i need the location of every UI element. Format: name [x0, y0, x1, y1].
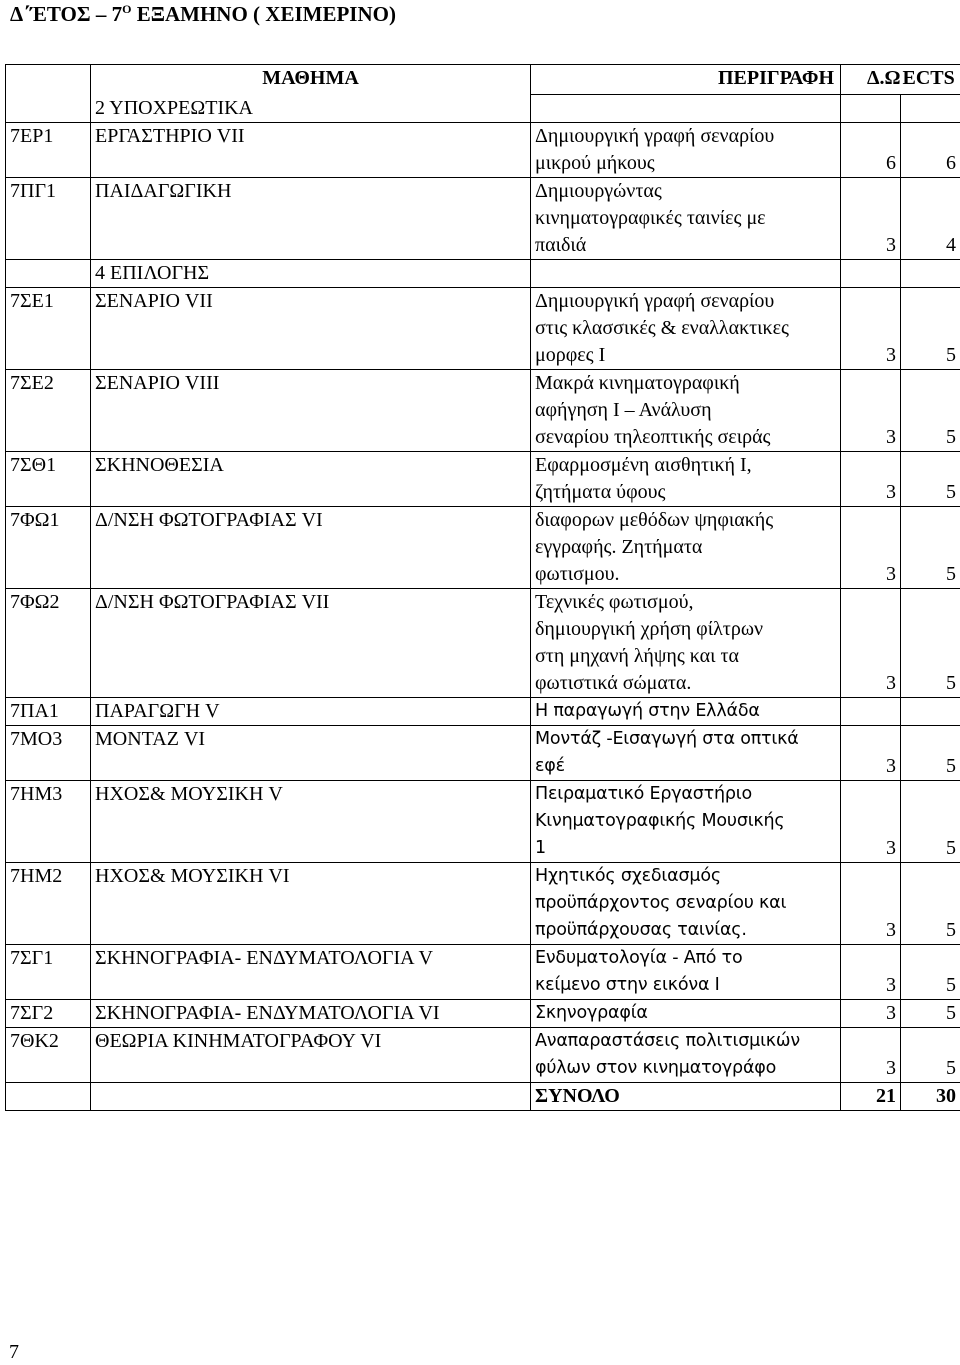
section-required-hours — [841, 95, 901, 123]
header-ects: ECTS — [901, 65, 960, 95]
course-ects: 5 — [901, 945, 960, 1000]
course-hours: 3 — [841, 945, 901, 1000]
course-name: ΣΚΗΝΟΓΡΑΦΙΑ- ΕΝΔΥΜΑΤΟΛΟΓΙΑ V — [91, 945, 531, 1000]
course-ects: 5 — [901, 726, 960, 781]
course-code: 7ΗΜ3 — [6, 781, 91, 863]
course-ects: 5 — [901, 507, 960, 589]
total-name — [91, 1083, 531, 1111]
course-name: ΘΕΩΡΙΑ ΚΙΝΗΜΑΤΟΓΡΑΦΟΥ VI — [91, 1028, 531, 1083]
course-name: ΠΑΙΔΑΓΩΓΙΚΗ — [91, 178, 531, 260]
course-code: 7ΘΚ2 — [6, 1028, 91, 1083]
page-title — [10, 2, 396, 27]
table-row — [6, 370, 960, 452]
total-ects: 30 — [901, 1083, 960, 1111]
course-description: Εφαρμοσμένη αισθητική Ι, ζητήματα ύφους — [531, 452, 841, 507]
course-code: 7ΗΜ2 — [6, 863, 91, 945]
course-code: 7ΣΕ1 — [6, 288, 91, 370]
table-row — [6, 726, 960, 781]
section-required-ects — [901, 95, 960, 123]
course-hours: 3 — [841, 589, 901, 698]
course-name: Δ/ΝΣΗ ΦΩΤΟΓΡΑΦΙΑΣ VII — [91, 589, 531, 698]
course-code: 7ΣΕ2 — [6, 370, 91, 452]
table-row — [6, 589, 960, 698]
course-code: 7ΕΡ1 — [6, 123, 91, 178]
section-elective-label: 4 ΕΠΙΛΟΓΗΣ — [91, 260, 531, 288]
course-hours: 3 — [841, 1000, 901, 1028]
course-hours: 3 — [841, 288, 901, 370]
table-row — [6, 945, 960, 1000]
course-name: ΣΚΗΝΟΘΕΣΙΑ — [91, 452, 531, 507]
section-elective-row — [6, 260, 960, 288]
course-ects: 5 — [901, 589, 960, 698]
section-required-label: 2 ΥΠΟΧΡΕΩΤΙΚΑ — [91, 95, 531, 123]
course-hours: 3 — [841, 452, 901, 507]
course-ects: 6 — [901, 123, 960, 178]
section-elective-ects — [901, 260, 960, 288]
course-description: Η παραγωγή στην Ελλάδα — [531, 698, 841, 726]
course-hours: 3 — [841, 1028, 901, 1083]
header-hours: Δ.Ω — [841, 65, 901, 95]
course-ects — [901, 698, 960, 726]
course-code: 7ΣΘ1 — [6, 452, 91, 507]
course-description: Μακρά κινηματογραφική αφήγηση Ι – Ανάλυση σεναρίου τηλεοπτικής σειράς — [531, 370, 841, 452]
course-description: Σκηνογραφία — [531, 1000, 841, 1028]
course-ects: 5 — [901, 370, 960, 452]
course-description: Ενδυματολογία - Από το κείμενο στην εικόνα Ι — [531, 945, 841, 1000]
table-row — [6, 452, 960, 507]
course-ects: 5 — [901, 1028, 960, 1083]
page-title-prefix: Δ΄ΈΤΟΣ – 7 — [10, 2, 123, 26]
table-row — [6, 1000, 960, 1028]
course-code: 7ΦΩ2 — [6, 589, 91, 698]
course-hours: 3 — [841, 726, 901, 781]
course-name: ΗΧΟΣ& ΜΟΥΣΙΚΗ V — [91, 781, 531, 863]
section-elective-code — [6, 260, 91, 288]
course-description: Τεχνικές φωτισμού, δημιουργική χρήση φίλτρων στη μηχανή λήψης και τα φωτιστικά σώματα. — [531, 589, 841, 698]
header-code-cell — [6, 65, 91, 95]
course-code: 7ΠΑ1 — [6, 698, 91, 726]
course-ects: 5 — [901, 781, 960, 863]
table-row — [6, 863, 960, 945]
course-code: 7ΦΩ1 — [6, 507, 91, 589]
course-name: ΜΟΝΤΑΖ VI — [91, 726, 531, 781]
course-ects: 5 — [901, 288, 960, 370]
course-ects: 5 — [901, 863, 960, 945]
course-hours: 3 — [841, 863, 901, 945]
total-hours: 21 — [841, 1083, 901, 1111]
table-row — [6, 288, 960, 370]
course-name: ΣΕΝΑΡΙΟ VIII — [91, 370, 531, 452]
table-row — [6, 781, 960, 863]
course-description: Δημιουργώντας κινηματογραφικές ταινίες με παιδιά — [531, 178, 841, 260]
course-name: ΣΕΝΑΡΙΟ VII — [91, 288, 531, 370]
course-description: Δημιουργική γραφή σεναρίου στις κλασσικές & εναλλακτικες μορφες Ι — [531, 288, 841, 370]
page-title-suffix: ΕΞΑΜΗΝΟ ( ΧΕΙΜΕΡΙΝΟ) — [131, 2, 396, 26]
course-hours: 3 — [841, 507, 901, 589]
course-ects: 4 — [901, 178, 960, 260]
course-hours: 3 — [841, 370, 901, 452]
course-description: Πειραματικό Εργαστήριο Κινηματογραφικής Μουσικής 1 — [531, 781, 841, 863]
course-name: Δ/ΝΣΗ ΦΩΤΟΓΡΑΦΙΑΣ VI — [91, 507, 531, 589]
course-name: ΣΚΗΝΟΓΡΑΦΙΑ- ΕΝΔΥΜΑΤΟΛΟΓΙΑ VI — [91, 1000, 531, 1028]
course-description: διαφορων μεθόδων ψηφιακής εγγραφής. Ζητήματα φωτισμου. — [531, 507, 841, 589]
table-header-row — [6, 65, 960, 95]
table-row — [6, 178, 960, 260]
course-name: ΗΧΟΣ& ΜΟΥΣΙΚΗ VI — [91, 863, 531, 945]
course-description: Μοντάζ -Εισαγωγή στα οπτικά εφέ — [531, 726, 841, 781]
table-row — [6, 507, 960, 589]
total-label: ΣΥΝΟΛΟ — [531, 1083, 841, 1111]
course-description: Αναπαραστάσεις πολιτισμικών φύλων στον κινηματογράφο — [531, 1028, 841, 1083]
total-row — [6, 1083, 960, 1111]
course-ects: 5 — [901, 452, 960, 507]
courses-table — [5, 64, 960, 1111]
course-name: ΕΡΓΑΣΤΗΡΙΟ VII — [91, 123, 531, 178]
page-number: 7 — [9, 1341, 19, 1363]
course-description: Δημιουργική γραφή σεναρίου μικρού μήκους — [531, 123, 841, 178]
course-ects: 5 — [901, 1000, 960, 1028]
section-required-code — [6, 95, 91, 123]
course-hours: 3 — [841, 178, 901, 260]
course-hours: 3 — [841, 781, 901, 863]
course-code: 7ΠΓ1 — [6, 178, 91, 260]
header-course: ΜΑΘΗΜΑ — [91, 65, 531, 95]
course-code: 7ΣΓ1 — [6, 945, 91, 1000]
total-code — [6, 1083, 91, 1111]
course-hours — [841, 698, 901, 726]
table-row — [6, 1028, 960, 1083]
course-code: 7ΜΟ3 — [6, 726, 91, 781]
table-row — [6, 698, 960, 726]
section-elective-hours — [841, 260, 901, 288]
header-description: ΠΕΡΙΓΡΑΦΗ — [531, 65, 841, 95]
section-required-desc — [531, 95, 841, 123]
course-hours: 6 — [841, 123, 901, 178]
course-name: ΠΑΡΑΓΩΓΗ V — [91, 698, 531, 726]
table-row — [6, 123, 960, 178]
section-required-row — [6, 95, 960, 123]
section-elective-desc — [531, 260, 841, 288]
course-description: Ηχητικός σχεδιασμός προϋπάρχοντος σεναρίου και προϋπάρχουσας ταινίας. — [531, 863, 841, 945]
course-code: 7ΣΓ2 — [6, 1000, 91, 1028]
page-title-superscript: Ο — [122, 2, 132, 16]
